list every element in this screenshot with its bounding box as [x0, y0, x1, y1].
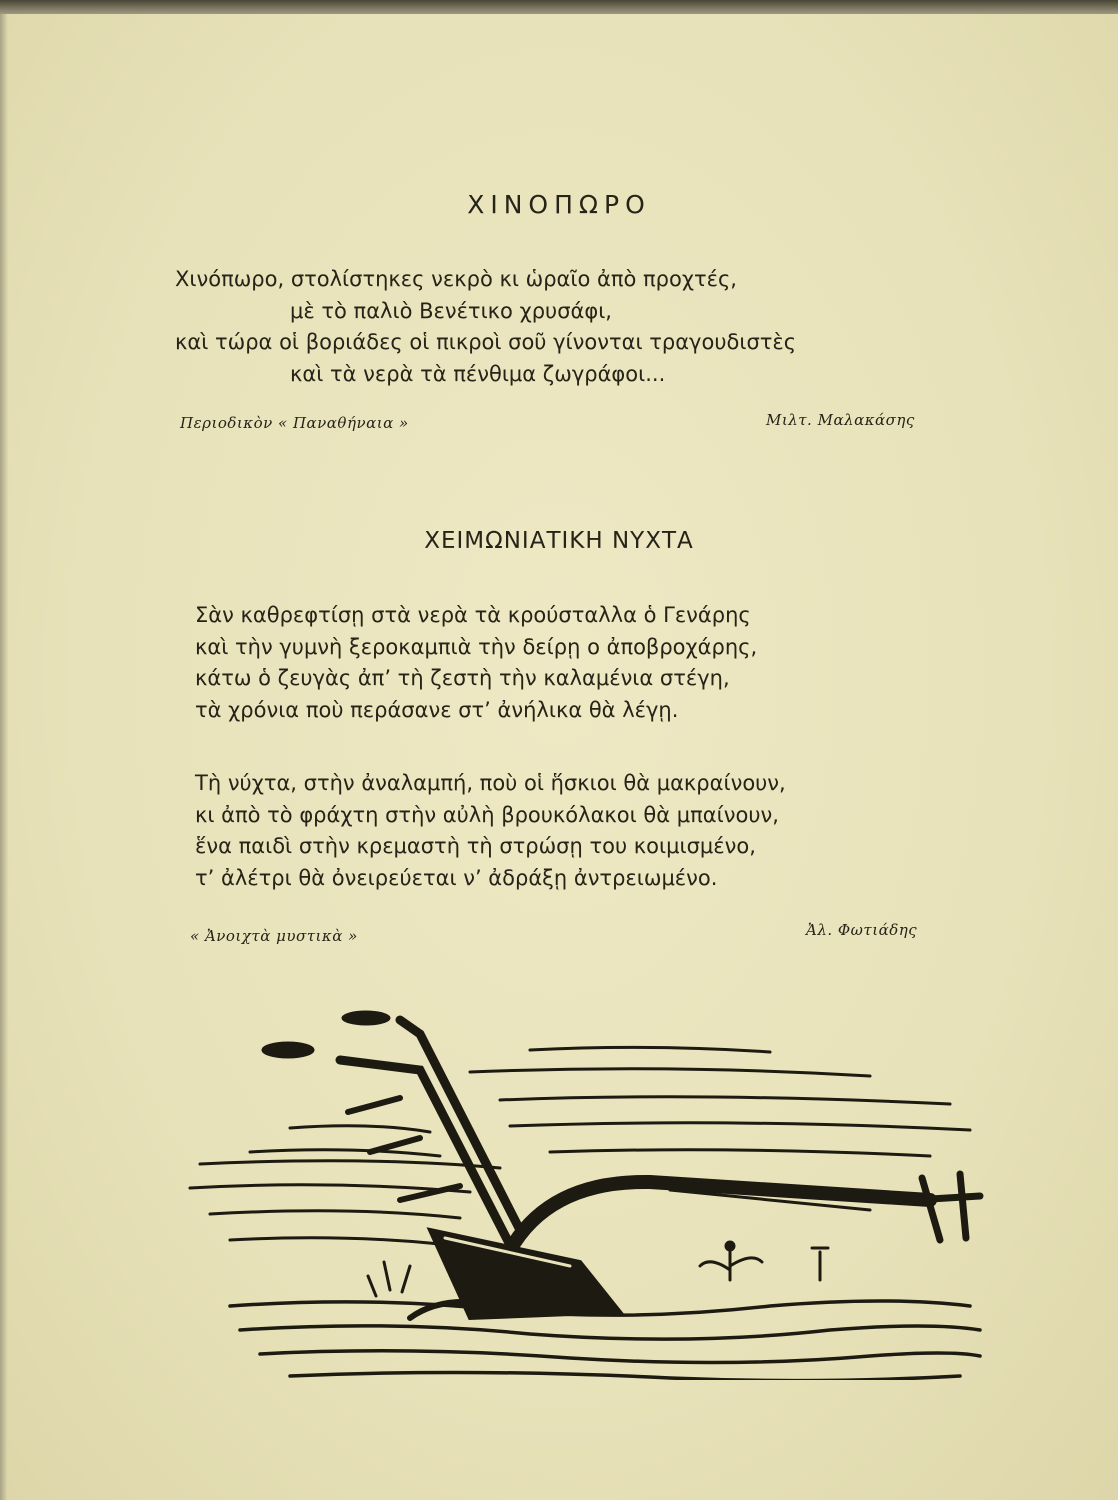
poem2-stanza-1: [195, 600, 757, 726]
poem2-title: ΧΕΙΜΩΝΙΑΤΙΚΗ ΝΥΧΤΑ: [424, 528, 694, 554]
plough-illustration: [170, 1000, 990, 1380]
poem2-line: τ’ ἀλέτρι θὰ ὀνειρεύεται ν’ ἀδράξῃ ἀντρειωμένο.: [195, 865, 718, 890]
book-top-edge: [0, 0, 1118, 14]
book-spine-edge: [0, 14, 8, 1500]
poem2-line: κάτω ὁ ζευγὰς ἀπ’ τὴ ζεστὴ τὴν καλαμένια στέγη,: [195, 666, 730, 690]
poem1-stanza: [175, 264, 975, 390]
poem2-source: « Ἀνοιχτὰ μυστικὰ »: [190, 927, 358, 945]
poem1-line: μὲ τὸ παλιὸ Βενέτικο χρυσάφι,: [290, 298, 612, 323]
poem1-line: καὶ τώρα οἱ βοριάδες οἱ πικροὶ σοῦ γίνονται τραγουδιστὲς: [175, 330, 797, 354]
poem2-line: τὰ χρόνια ποὺ περάσανε στ’ ἀνήλικα θὰ λέγῃ.: [195, 697, 679, 722]
poem1-source: Περιοδικὸν « Παναθήναια »: [180, 414, 409, 432]
poem2-line: ἕνα παιδὶ στὴν κρεμαστὴ τὴ στρώσῃ του κοιμισμένο,: [195, 834, 756, 858]
poem1-title: ΧΙΝΟΠΩΡΟ: [467, 190, 651, 219]
poem2-line: Τὴ νύχτα, στὴν ἀναλαμπή, ποὺ οἱ ἥσκιοι θὰ μακραίνουν,: [195, 771, 786, 795]
poem2-line: κι ἀπὸ τὸ φράχτη στὴν αὐλὴ βρουκόλακοι θὰ μπαίνουν,: [195, 802, 779, 827]
poem1-line: Χινόπωρο, στολίστηκες νεκρὸ κι ὡραῖο ἀπὸ προχτές,: [175, 267, 737, 291]
poem1-author: Μιλτ. Μαλακάσης: [766, 411, 915, 429]
poem2-line: καὶ τὴν γυμνὴ ξεροκαμπιὰ τὴν δείρῃ ο ἀποβροχάρης,: [195, 634, 758, 659]
poem2-stanza-2: [195, 768, 786, 894]
poem2-line: Σὰν καθρεφτίσῃ στὰ νερὰ τὰ κρούσταλλα ὁ Γενάρης: [195, 603, 751, 627]
poem2-author: Ἀλ. Φωτιάδης: [806, 921, 918, 939]
poem1-line: καὶ τὰ νερὰ τὰ πένθιμα ζωγράφοι...: [290, 361, 666, 386]
